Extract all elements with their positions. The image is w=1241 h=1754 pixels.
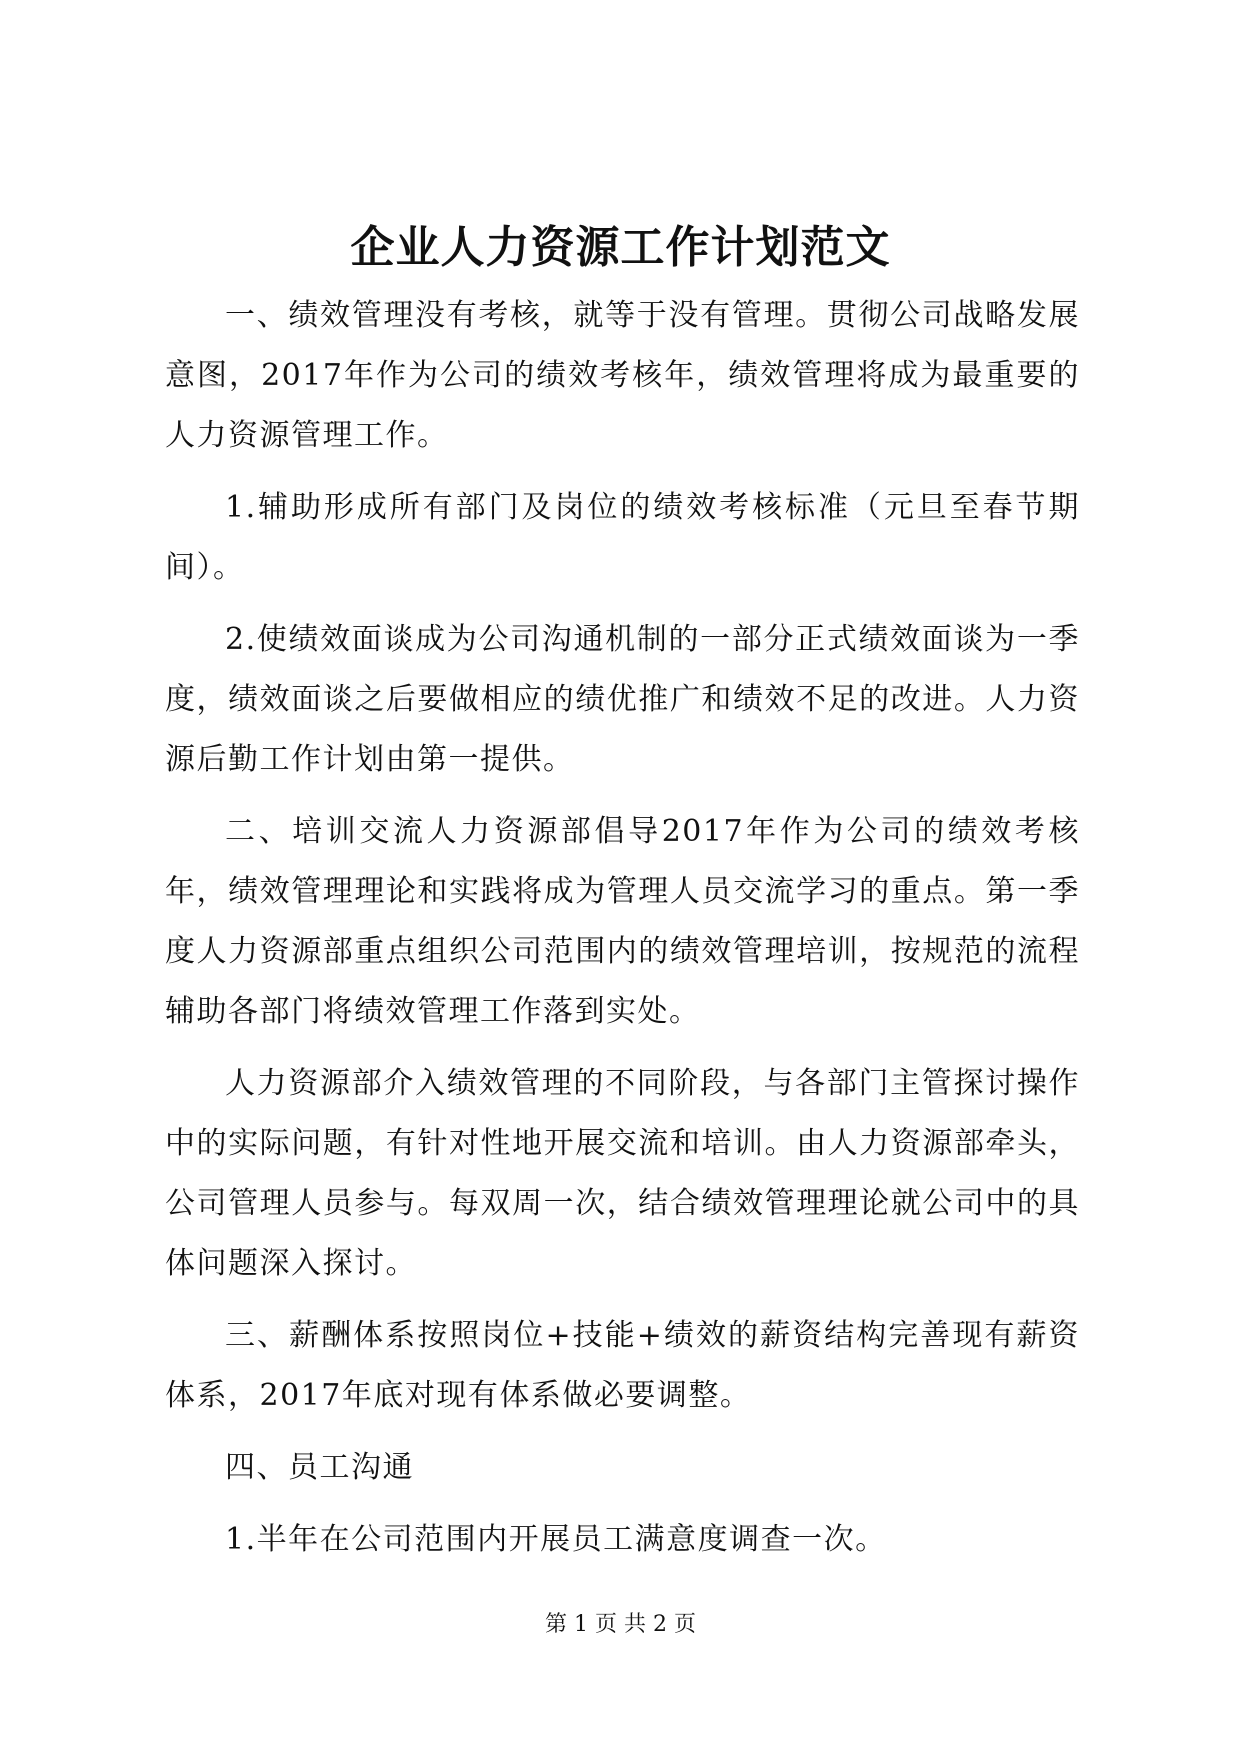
- paragraph-employee-communication-heading: 四、员工沟通: [225, 1450, 414, 1485]
- paragraph-performance-management: 一、绩效管理没有考核，就等于没有管理。贯彻公司战略发展意图，2017年作为公司的绩效考核年，绩效管理将成为最重要的人力资源管理工作。: [165, 298, 1080, 453]
- document-body: [165, 286, 1080, 1582]
- paragraph-assessment-standards: 1.辅助形成所有部门及岗位的绩效考核标准（元旦至春节期间）。: [165, 490, 1080, 585]
- paragraph-training-exchange: 二、培训交流人力资源部倡导2017年作为公司的绩效考核年，绩效管理理论和实践将成为管理人员交流学习的重点。第一季度人力资源部重点组织公司范围内的绩效管理培训，按规范的流程辅助各部门将绩效管理工作落到实处。: [165, 814, 1080, 1029]
- paragraph-hr-involvement: 人力资源部介入绩效管理的不同阶段，与各部门主管探讨操作中的实际问题，有针对性地开展交流和培训。由人力资源部牵头，公司管理人员参与。每双周一次，结合绩效管理理论就公司中的具体问题深入探讨。: [165, 1066, 1080, 1281]
- paragraph-performance-interviews: 2.使绩效面谈成为公司沟通机制的一部分正式绩效面谈为一季度，绩效面谈之后要做相应的绩优推广和绩效不足的改进。人力资源后勤工作计划由第一提供。: [165, 622, 1080, 777]
- paragraph-satisfaction-survey: 1.半年在公司范围内开展员工满意度调查一次。: [225, 1522, 887, 1557]
- document-title: 企业人力资源工作计划范文: [350, 222, 891, 273]
- paragraph-compensation-system: 三、薪酬体系按照岗位+技能+绩效的薪资结构完善现有薪资体系，2017年底对现有体系做必要调整。: [165, 1318, 1080, 1413]
- page-number-footer: 第 1 页 共 2 页: [545, 1612, 696, 1637]
